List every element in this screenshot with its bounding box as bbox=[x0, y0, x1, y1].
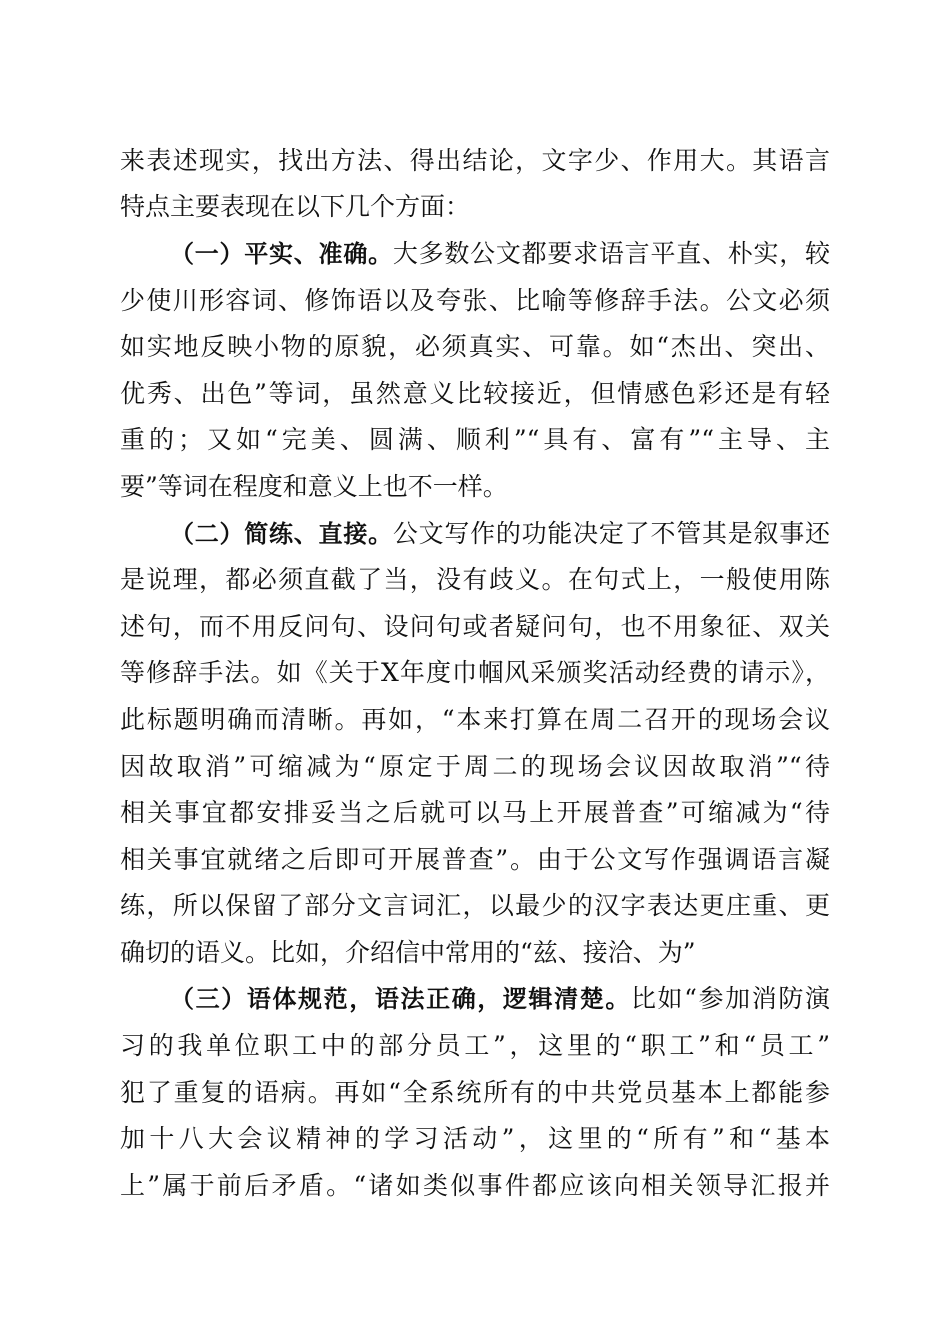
section3-line-1-text: 比如“参加消防演 bbox=[630, 984, 830, 1013]
section2-line-4: 等修辞手法。如《关于X年度巾帼风采颁奖活动经费的请示》， bbox=[120, 658, 830, 687]
section1-heading: （一）平实、准确。 bbox=[170, 240, 393, 268]
section1-line-3: 如实地反映小物的原貌，必须真实、可靠。如“杰出、突出、 bbox=[120, 332, 830, 361]
section3-line-4: 加十八大会议精神的学习活动”，这里的“所有”和“基本 bbox=[120, 1124, 830, 1153]
intro-line-1: 来表述现实，找出方法、得出结论，文字少、作用大。其语言 bbox=[120, 146, 830, 175]
section2-line-2: 是说理，都必须直截了当，没有歧义。在句式上，一般使用陈 bbox=[120, 565, 830, 594]
section1-line-4: 优秀、出色”等词，虽然意义比较接近，但情感色彩还是有轻 bbox=[120, 379, 830, 408]
section2-heading: （二）简练、直接。 bbox=[170, 520, 393, 548]
section3-line-5: 上”属于前后矛盾。“诸如类似事件都应该向相关领导汇报并 bbox=[120, 1171, 830, 1200]
section2-line-7: 相关事宜都安排妥当之后就可以马上开展普查”可缩减为“待 bbox=[120, 798, 830, 827]
section3-heading: （三）语体规范，语法正确，逻辑清楚。 bbox=[170, 985, 631, 1013]
section2-line-9: 练，所以保留了部分文言词汇，以最少的汉字表达更庄重、更 bbox=[120, 891, 830, 920]
section2-line-3: 述句，而不用反问句、设问句或者疑问句，也不用象征、双关 bbox=[120, 612, 830, 641]
section3-line-2: 习的我单位职工中的部分员工”，这里的“职工”和“员工” bbox=[120, 1031, 830, 1060]
section2-line-1 bbox=[170, 512, 830, 556]
intro-line-2: 特点主要表现在以下几个方面： bbox=[120, 192, 471, 221]
section2-line-1-text: 公文写作的功能决定了不管其是叙事还 bbox=[392, 519, 830, 548]
section2-line-8: 相关事宜就绪之后即可开展普查”。由于公文写作强调语言凝 bbox=[120, 845, 830, 874]
section2-line-10: 确切的语义。比如，介绍信中常用的“兹、接洽、为” bbox=[120, 938, 696, 967]
section1-line-5: 重的；又如“完美、圆满、顺利”“具有、富有”“主导、主 bbox=[120, 425, 830, 454]
section2-line-6: 因故取消”可缩减为“原定于周二的现场会议因故取消”“待 bbox=[120, 752, 830, 781]
section3-line-3: 犯了重复的语病。再如“全系统所有的中共党员基本上都能参 bbox=[120, 1078, 830, 1107]
section3-line-1 bbox=[170, 977, 830, 1021]
section1-line-6: 要”等词在程度和意义上也不一样。 bbox=[120, 472, 508, 501]
section2-line-5: 此标题明确而清晰。再如，“本来打算在周二召开的现场会议 bbox=[120, 705, 830, 734]
section1-line-1 bbox=[170, 232, 830, 276]
section1-line-1-text: 大多数公文都要求语言平直、朴实，较 bbox=[392, 239, 830, 268]
section1-line-2: 少使川形容词、修饰语以及夸张、比喻等修辞手法。公文必须 bbox=[120, 286, 830, 315]
